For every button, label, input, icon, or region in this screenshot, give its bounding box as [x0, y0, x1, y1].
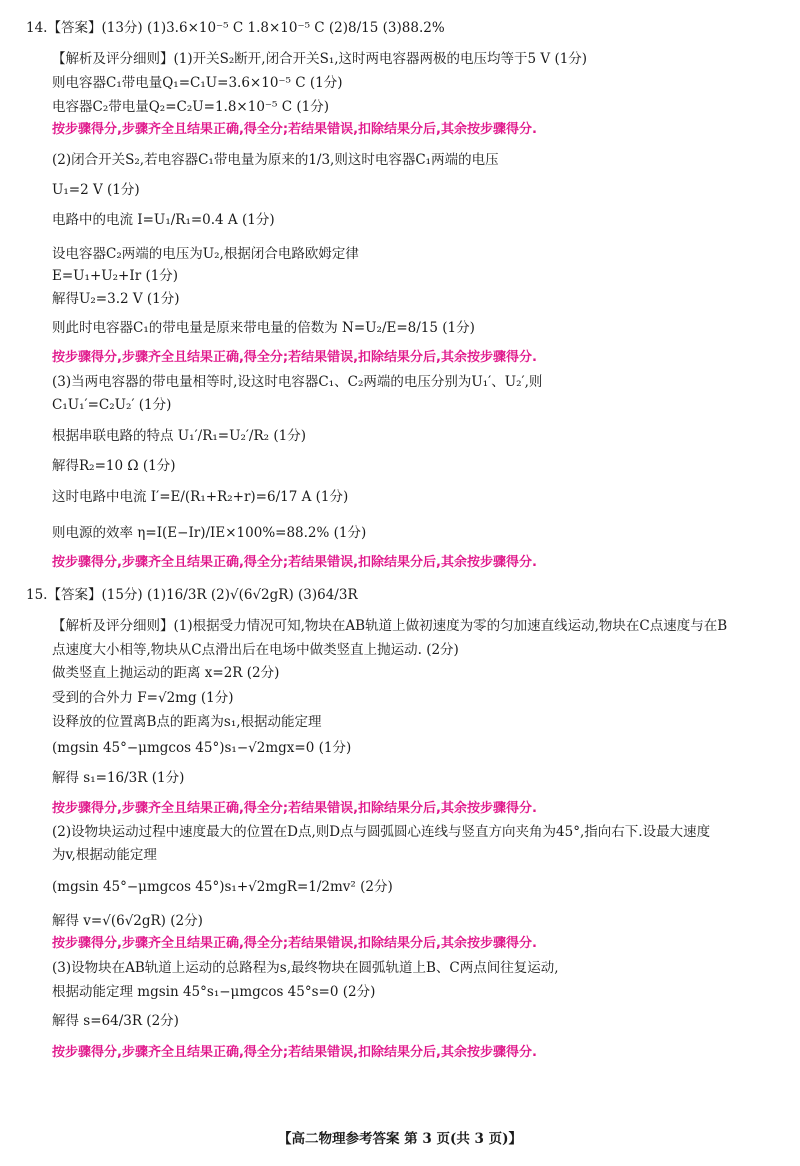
q14-line: 电路中的电流 I=U₁/R₁=0.4 A (1分)	[52, 212, 275, 228]
q15-line: (3)设物块在AB轨道上运动的总路程为s,最终物块在圆弧轨道上B、C两点间往复运动,	[52, 960, 559, 976]
q14-line: (2)闭合开关S₂,若电容器C₁带电量为原来的1/3,则这时电容器C₁两端的电压	[52, 152, 499, 168]
q14-line: 则电容器C₁带电量Q₁=C₁U=3.6×10⁻⁵ C (1分)	[52, 75, 343, 91]
q15-line: (mgsin 45°−μmgcos 45°)s₁−√2mgx=0 (1分)	[52, 740, 352, 756]
q14-answer-header: 14.【答案】(13分) (1)3.6×10⁻⁵ C 1.8×10⁻⁵ C (2)8/15 (3)88.2%	[26, 20, 445, 36]
page-footer: 【高二物理参考答案 第 3 页(共 3 页)】	[277, 1131, 523, 1147]
q14-line: 则电源的效率 η=I(E−Ir)/IE×100%=88.2% (1分)	[52, 525, 367, 541]
q15-answer-header: 15.【答案】(15分) (1)16/3R (2)√(6√2gR) (3)64/3R	[26, 587, 358, 603]
q14-line: (3)当两电容器的带电量相等时,设这时电容器C₁、C₂两端的电压分别为U₁′、U₂′,则	[52, 374, 543, 390]
q14-line: 解得U₂=3.2 V (1分)	[52, 291, 180, 307]
q14-line: C₁U₁′=C₂U₂′ (1分)	[52, 397, 172, 413]
q14-line: 根据串联电路的特点 U₁′/R₁=U₂′/R₂ (1分)	[52, 428, 306, 444]
q15-line: 为v,根据动能定理	[52, 847, 157, 863]
q14-line: 这时电路中电流 I′=E/(R₁+R₂+r)=6/17 A (1分)	[52, 489, 349, 505]
q15-line: 根据动能定理 mgsin 45°s₁−μmgcos 45°s=0 (2分)	[52, 984, 376, 1000]
q15-line: 设释放的位置离B点的距离为s₁,根据动能定理	[52, 714, 322, 730]
q14-line: 则此时电容器C₁的带电量是原来带电量的倍数为 N=U₂/E=8/15 (1分)	[52, 320, 475, 336]
q14-line: 电容器C₂带电量Q₂=C₂U=1.8×10⁻⁵ C (1分)	[52, 99, 329, 115]
q14-line: U₁=2 V (1分)	[52, 182, 140, 198]
q14-line: 解得R₂=10 Ω (1分)	[52, 458, 176, 474]
grading-note: 按步骤得分,步骤齐全且结果正确,得全分;若结果错误,扣除结果分后,其余按步骤得分.	[52, 936, 537, 951]
grading-note: 按步骤得分,步骤齐全且结果正确,得全分;若结果错误,扣除结果分后,其余按步骤得分.	[52, 555, 537, 570]
q15-line: 受到的合外力 F=√2mg (1分)	[52, 690, 234, 706]
grading-note: 按步骤得分,步骤齐全且结果正确,得全分;若结果错误,扣除结果分后,其余按步骤得分.	[52, 1045, 537, 1060]
q15-line: 解得 s₁=16/3R (1分)	[52, 770, 185, 786]
q14-line: 【解析及评分细则】(1)开关S₂断开,闭合开关S₁,这时两电容器两极的电压均等于5 V (1分)	[52, 51, 588, 67]
q15-line: 【解析及评分细则】(1)根据受力情况可知,物块在AB轨道上做初速度为零的匀加速直线运动,物块在C点速度与在B	[52, 618, 728, 634]
q15-line: 点速度大小相等,物块从C点滑出后在电场中做类竖直上抛运动. (2分)	[52, 642, 459, 658]
q15-line: 做类竖直上抛运动的距离 x=2R (2分)	[52, 665, 280, 681]
q15-line: (2)设物块运动过程中速度最大的位置在D点,则D点与圆弧圆心连线与竖直方向夹角为45°,指向右下.设最大速度	[52, 824, 711, 840]
q14-line: 设电容器C₂两端的电压为U₂,根据闭合电路欧姆定律	[52, 246, 359, 262]
q14-line: E=U₁+U₂+Ir (1分)	[52, 268, 179, 284]
q15-line: 解得 v=√(6√2gR) (2分)	[52, 913, 203, 929]
q15-line: 解得 s=64/3R (2分)	[52, 1013, 179, 1029]
grading-note: 按步骤得分,步骤齐全且结果正确,得全分;若结果错误,扣除结果分后,其余按步骤得分.	[52, 122, 537, 137]
q15-line: (mgsin 45°−μmgcos 45°)s₁+√2mgR=1/2mv² (2分)	[52, 879, 393, 895]
grading-note: 按步骤得分,步骤齐全且结果正确,得全分;若结果错误,扣除结果分后,其余按步骤得分.	[52, 350, 537, 365]
grading-note: 按步骤得分,步骤齐全且结果正确,得全分;若结果错误,扣除结果分后,其余按步骤得分.	[52, 801, 537, 816]
